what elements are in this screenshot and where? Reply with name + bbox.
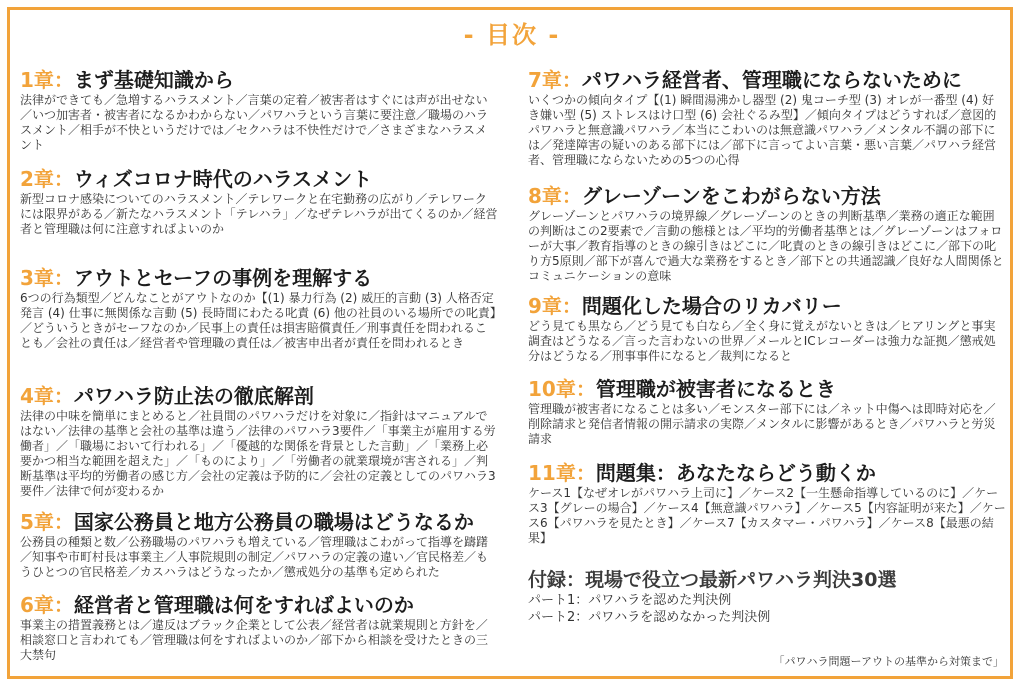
chapter-number: 6章： bbox=[20, 593, 74, 617]
chapter-title: 経営者と管理職は何をすればよいのか bbox=[73, 593, 414, 617]
chapter-title: パワハラ防止法の徹底解剖 bbox=[73, 384, 314, 408]
chapter-topics: 法律ができても／急増するハラスメント／言葉の定着／被害者はすぐには声が出せない／いつ加害者・被害者になるかわからない／パワハラという言葉に要注意／職場のハラスメント／相手が不快というだけでは／セクハラは不快性だけで／さまざまなハラスメント bbox=[20, 93, 489, 152]
chapter-topics: どう見ても黒なら／どう見ても白なら／全く身に覚えがないときは／ヒアリングと事実調査はどうなる／言った言わないの世界／メールとICレコーダーは強力な証拠／懲戒処分はどうなる／刑事事件になると／裁判になると bbox=[528, 319, 996, 363]
chapter-1 bbox=[20, 68, 498, 167]
chapter-heading bbox=[20, 68, 498, 93]
chapter-title: グレーゾーンをこわがらない方法 bbox=[581, 184, 881, 208]
chapter-5 bbox=[20, 510, 498, 593]
chapter-topics: 事業主の措置義務とは／違反はブラック企業として公表／経営者は就業規則と方針を／相談窓口と言われても／管理職は何をすればよいのか／部下から相談を受けたときの三大禁句 bbox=[20, 618, 489, 662]
chapter-topics: 公務員の種類と数／公務職場のパワハラも増えている／管理職はこわがって指導を躊躇／知事や市町村長は事業主／人事院規則の制定／パワハラの定義の違い／官民格差／もうひとつの官民格差／カスハラはどうなったか／懲戒処分の基準も定められた bbox=[20, 535, 489, 579]
chapter-topics: ケース1【なぜオレがパワハラ上司に】／ケース2【一生懸命指導しているのに】／ケース3【グレーの場合】／ケース4【無意識パワハラ】／ケース5【内容証明が来た】／ケース6【パワハラを見たとき】／ケース7【カスタマー・パワハラ】／ケース8【最悪の結果】 bbox=[528, 486, 1006, 545]
chapter-number: 8章： bbox=[528, 184, 582, 208]
chapter-title: アウトとセーフの事例を理解する bbox=[73, 266, 373, 290]
chapter-topics: 6つの行為類型／どんなことがアウトなのか【(1) 暴力行為 (2) 威圧的言動 (3) 人格否定発言 (4) 仕事に無関係な言動 (5) 長時間にわたる叱責 (6) 他の社員のいる場所での叱責】／どういうときがセーフなのか／民事上の責任は損害賠償責任／刑事責任を問われることも／会社の責任は／経営者や管理職の責任は／被害申出者が責任を問われるとき bbox=[20, 291, 496, 350]
chapter-8 bbox=[528, 184, 1006, 294]
chapter-number: 3章： bbox=[20, 266, 74, 290]
chapter-heading bbox=[528, 377, 1006, 402]
chapter-heading bbox=[528, 184, 1006, 209]
chapter-title: 国家公務員と地方公務員の職場はどうなるか bbox=[73, 510, 474, 534]
chapter-3 bbox=[20, 266, 498, 384]
chapter-topics: 法律の中味を簡単にまとめると／社員間のパワハラだけを対象に／指針はマニュアルではない／法律の基準と会社の基準は違う／法律のパワハラ3要件／「事業主が雇用する労働者」／「職場において行われる」／「優越的な関係を背景とした言動」／「業務上必要かつ相当な範囲を超えた」／「ものにより」／「労働者の就業環境が害される」／判断基準は平均的労働者の感じ方／会社の定義は予防的に／会社の定義としてのパワハラ3要件／法律で何が変わるか bbox=[20, 409, 496, 498]
chapter-heading bbox=[20, 384, 498, 409]
chapter-9 bbox=[528, 294, 1006, 377]
chapter-number: 10章： bbox=[528, 377, 596, 401]
chapter-title: まず基礎知識から bbox=[73, 68, 234, 92]
chapter-6 bbox=[20, 593, 498, 673]
chapter-number: 2章： bbox=[20, 167, 74, 191]
chapter-7 bbox=[528, 68, 1006, 184]
page-title: - 目次 - bbox=[463, 21, 561, 49]
book-title-footer: 「パワハラ問題ーアウトの基準から対策まで」 bbox=[773, 655, 1004, 668]
chapter-number: 9章： bbox=[528, 294, 582, 318]
chapter-number: 7章： bbox=[528, 68, 582, 92]
chapter-heading bbox=[20, 167, 498, 192]
supplement bbox=[528, 568, 1006, 626]
chapter-10 bbox=[528, 377, 1006, 461]
supplement-title: 付録：現場で役立つ最新パワハラ判決30選 bbox=[528, 569, 897, 591]
right-column bbox=[528, 68, 1006, 561]
chapter-heading bbox=[20, 510, 498, 535]
chapter-4 bbox=[20, 384, 498, 510]
supplement-item: パート2：パワハラを認めなかった判決例 bbox=[528, 610, 771, 625]
chapter-heading bbox=[528, 68, 1006, 93]
chapter-title: 管理職が被害者になるとき bbox=[595, 377, 836, 401]
supplement-item: パート1：パワハラを認めた判決例 bbox=[528, 593, 732, 608]
chapter-title: 問題集：あなたならどう動くか bbox=[595, 461, 876, 485]
chapter-heading bbox=[20, 266, 498, 291]
chapter-number: 5章： bbox=[20, 510, 74, 534]
chapter-topics: グレーゾーンとパワハラの境界線／グレーゾーンのときの判断基準／業務の適正な範囲の判断はこの2要素で／言動の態様とは／平均的労働者基準とは／グレーゾーンはフォローが大事／教育指導のときの線引きはどこに／叱責のときの線引きはどこに／部下の叱り方5原則／部下が喜んで過大な業務をするとき／部下との共通認識／良好な人間関係とコミュニケーションの意味 bbox=[528, 209, 1004, 283]
chapter-number: 11章： bbox=[528, 461, 596, 485]
chapter-topics: 管理職が被害者になることは多い／モンスター部下には／ネット中傷へは即時対応を／削除請求と発信者情報の開示請求の実際／メンタルに影響があるとき／パワハラと労災請求 bbox=[528, 402, 996, 446]
chapter-2 bbox=[20, 167, 498, 266]
chapter-heading bbox=[528, 461, 1006, 486]
chapter-number: 4章： bbox=[20, 384, 74, 408]
chapter-topics: 新型コロナ感染についてのハラスメント／テレワークと在宅勤務の広がり／テレワークには限界がある／新たなハラスメント「テレハラ」／なぜテレハラが出てくるのか／経営者と管理職は何に注意すればよいのか bbox=[20, 192, 498, 236]
chapter-heading bbox=[20, 593, 498, 618]
chapter-11 bbox=[528, 461, 1006, 561]
chapter-heading bbox=[528, 294, 1006, 319]
chapter-topics: いくつかの傾向タイプ【(1) 瞬間湯沸かし器型 (2) 鬼コーチ型 (3) オレが一番型 (4) 好き嫌い型 (5) ストレスはけ口型 (6) 会社ぐるみ型】／傾向タイプはどうすれば／意図的パワハラと無意識パワハラ／本当にこわいのは無意識パワハラ／メンタル不調の部下には／発達障害の疑いのある部下には／部下に言ってよい言葉・悪い言葉／パワハラ経営者、管理職にならないための5つの心得 bbox=[528, 93, 997, 167]
chapter-title: パワハラ経営者、管理職にならないために bbox=[581, 68, 962, 92]
chapter-title: ウィズコロナ時代のハラスメント bbox=[73, 167, 373, 191]
chapter-number: 1章： bbox=[20, 68, 74, 92]
left-column bbox=[20, 68, 498, 673]
chapter-title: 問題化した場合のリカバリー bbox=[581, 294, 842, 318]
